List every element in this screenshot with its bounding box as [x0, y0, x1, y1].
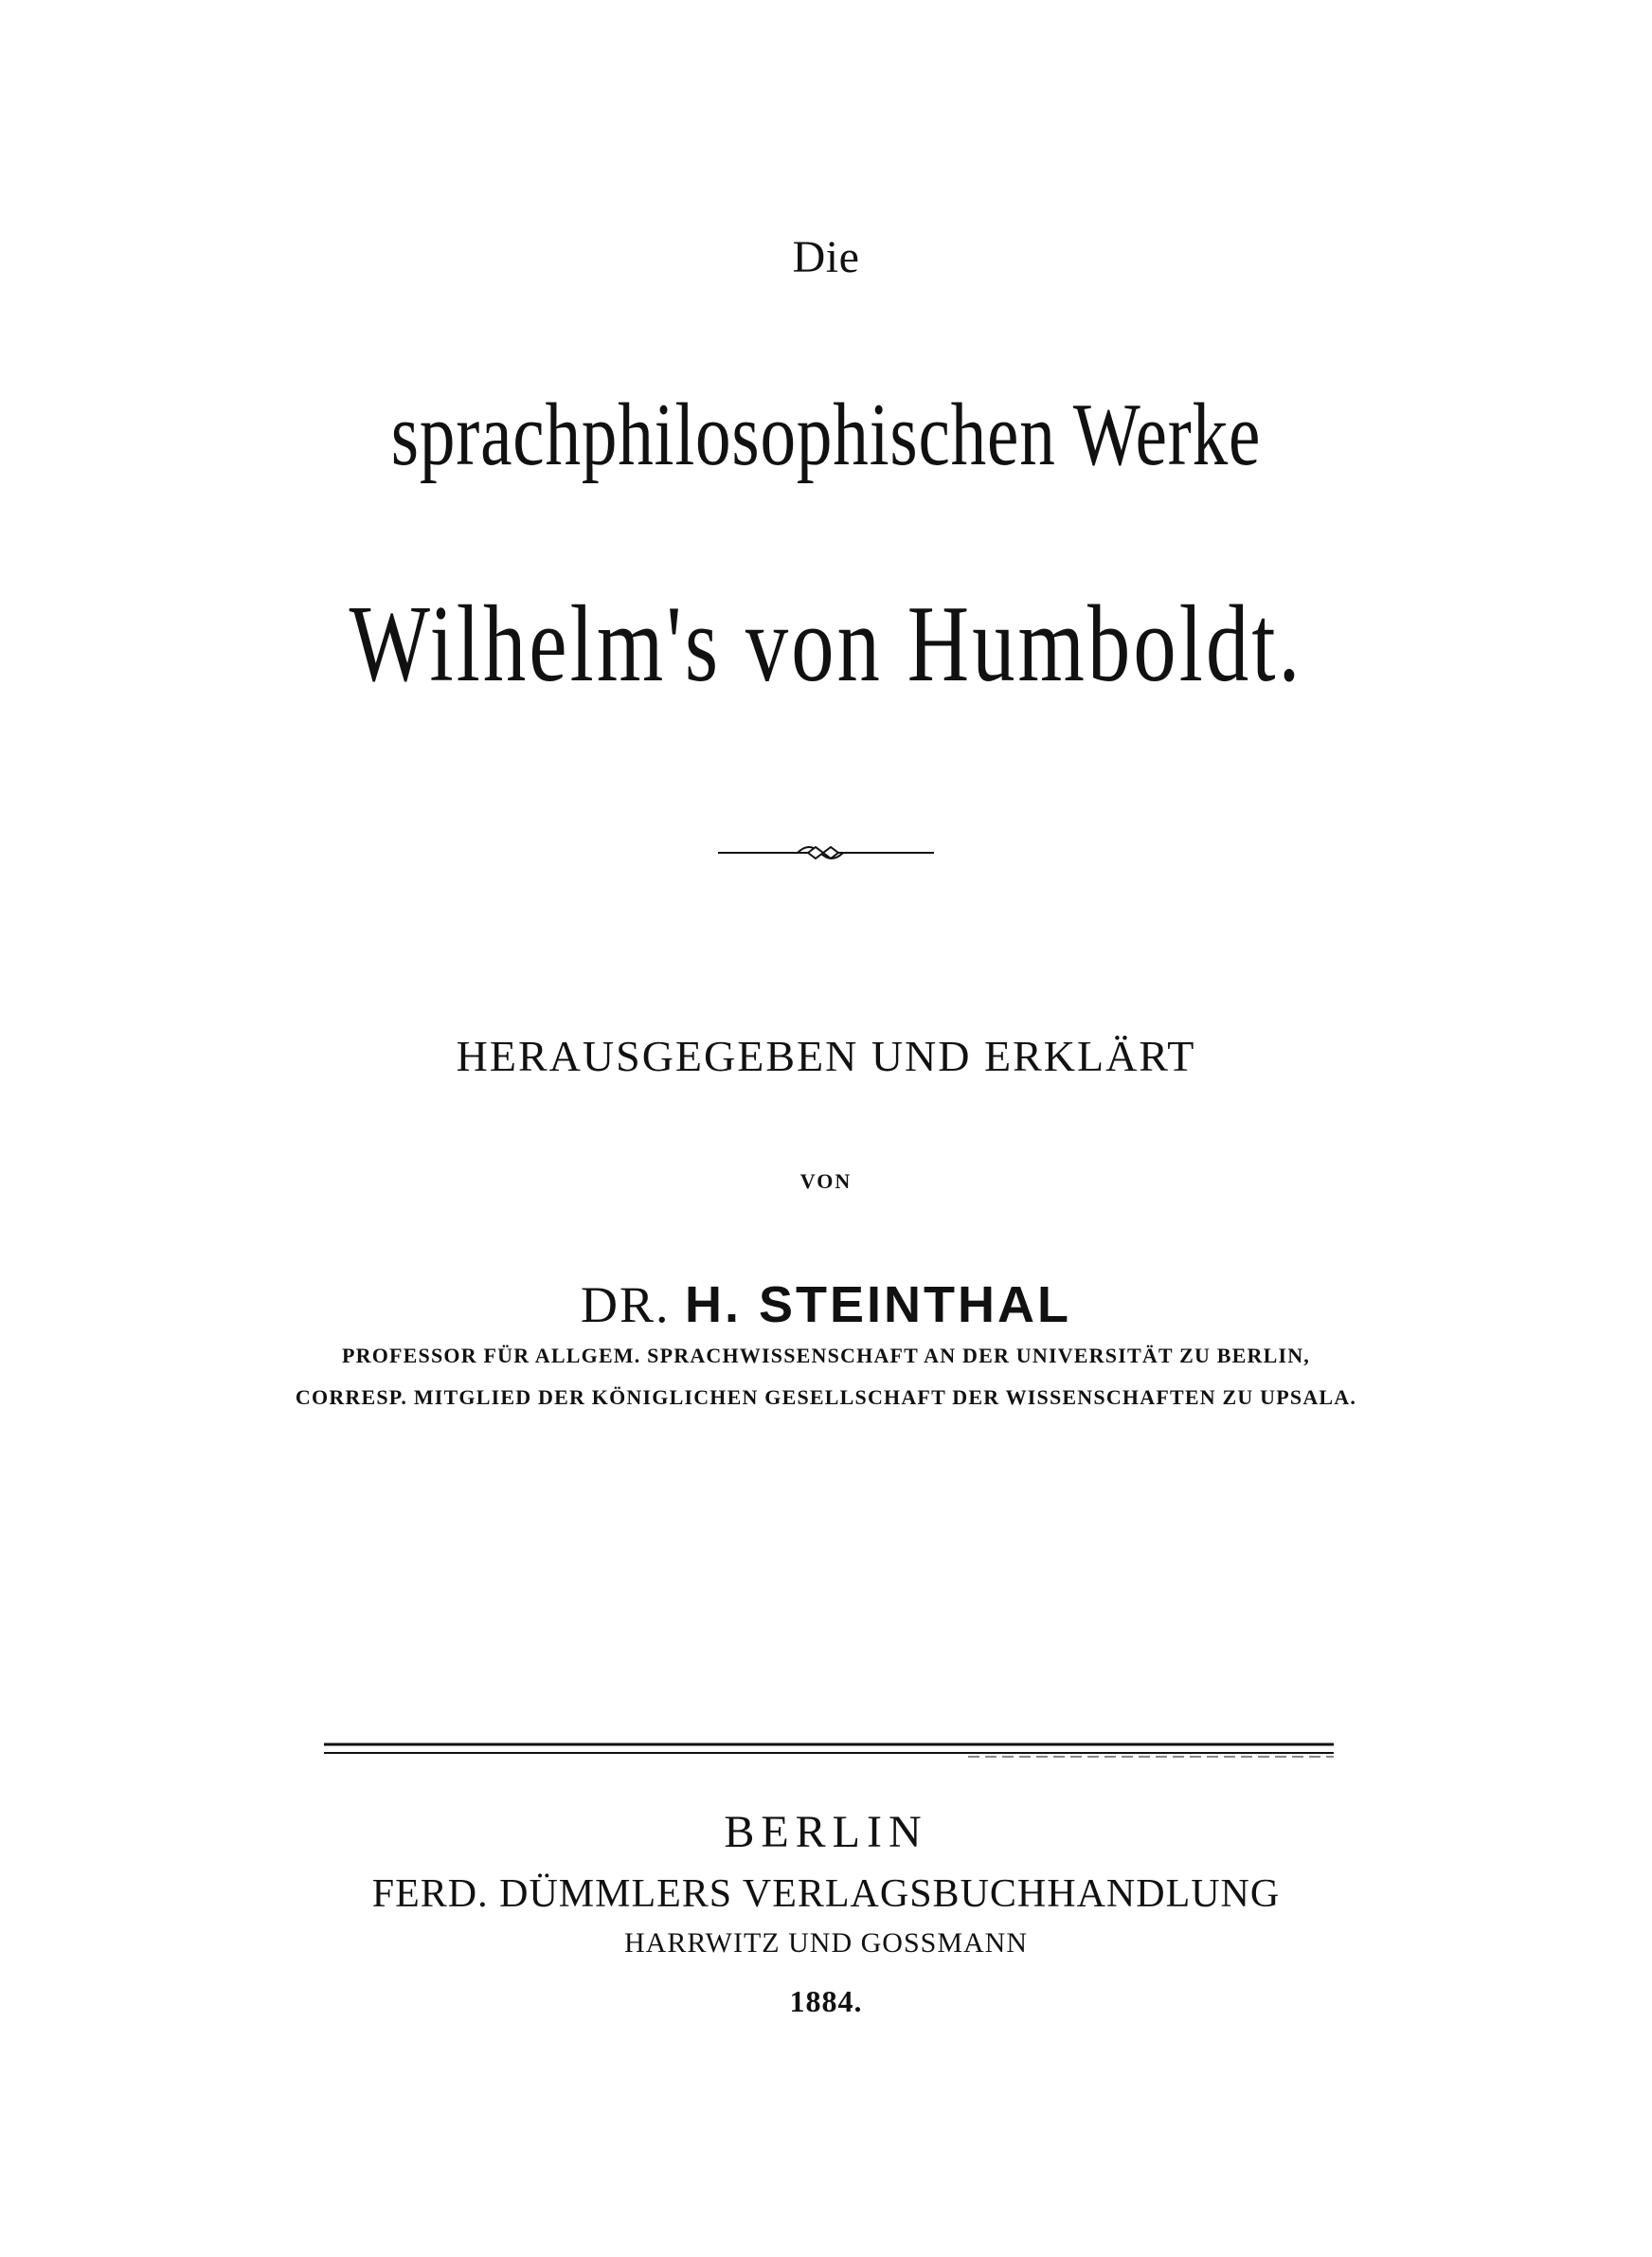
- subtitle: HERAUSGEGEBEN UND ERKLÄRT: [456, 1032, 1196, 1080]
- publication-place: BERLIN: [724, 1807, 928, 1857]
- double-rule: [324, 1740, 1334, 1760]
- publication-year: 1884.: [789, 1984, 863, 2018]
- publisher-subline: HARRWITZ UND GOSSMANN: [623, 1927, 1028, 1959]
- author-line: [0, 1276, 1652, 1333]
- small-title: Die: [792, 232, 860, 282]
- author-prefix: DR.: [580, 1276, 671, 1333]
- author-name: H. STEINTHAL: [685, 1276, 1071, 1333]
- von-label: VON: [799, 1169, 853, 1193]
- affiliation-line-2: CORRESP. MITGLIED DER KÖNIGLICHEN GESELLSCHAFT DER WISSENSCHAFTEN ZU UPSALA.: [295, 1385, 1357, 1409]
- publisher: FERD. DÜMMLERS VERLAGSBUCHHANDLUNG: [371, 1872, 1281, 1916]
- main-title-line-1: sprachphilosophischen Werke: [390, 386, 1262, 484]
- affiliation-line-1: PROFESSOR FÜR ALLGEM. SPRACHWISSENSCHAFT AN DER UNIVERSITÄT ZU BERLIN,: [341, 1344, 1311, 1367]
- main-title-line-2: Wilhelm's von Humboldt.: [349, 584, 1303, 705]
- ornament-divider: [718, 841, 934, 864]
